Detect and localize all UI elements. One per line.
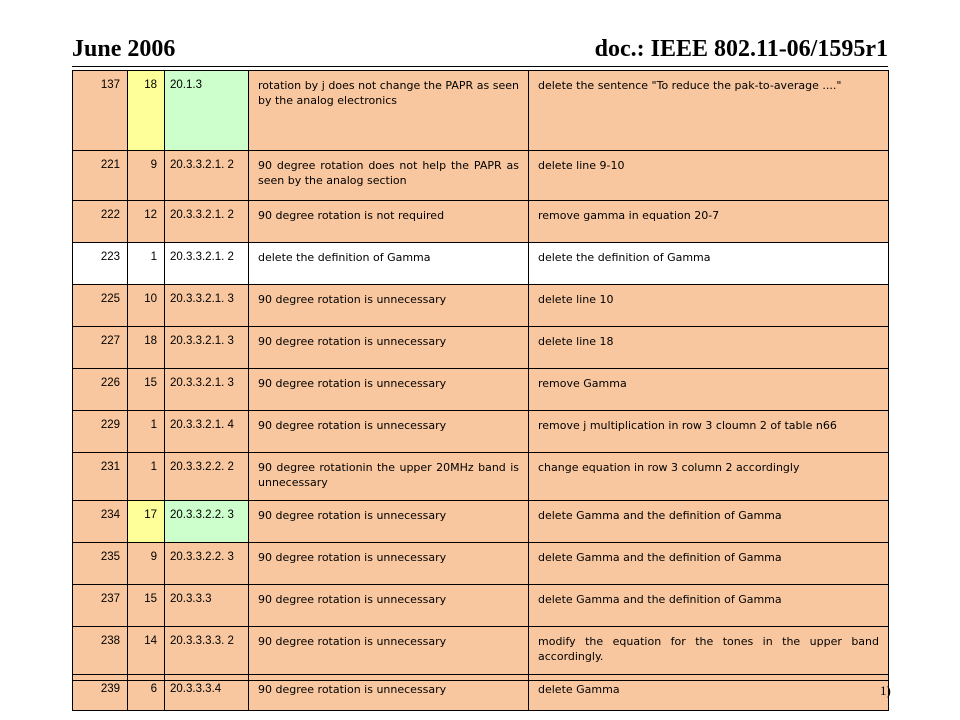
line-number-cell: 12 [128,201,165,243]
table-row [73,201,889,243]
comment-cell: rotation by j does not change the PAPR as seen by the analog electronics [249,71,529,151]
footer-page-fragment: 1) [880,683,891,698]
comment-id-cell: 229 [73,411,128,453]
clause-cell: 20.3.3.2.1. 2 [165,243,249,285]
table-row [73,327,889,369]
remedy-cell: delete Gamma and the definition of Gamma [529,585,889,627]
table-row [73,369,889,411]
comment-id-cell: 235 [73,543,128,585]
table-row [73,543,889,585]
remedy-cell: remove Gamma [529,369,889,411]
remedy-cell: delete line 18 [529,327,889,369]
line-number-cell: 15 [128,369,165,411]
table-row [73,411,889,453]
comment-cell: 90 degree rotation is unnecessary [249,501,529,543]
line-number-cell: 1 [128,453,165,501]
comment-cell: 90 degree rotation is unnecessary [249,411,529,453]
clause-cell: 20.3.3.2.1. 3 [165,285,249,327]
comment-id-cell: 137 [73,71,128,151]
comment-id-cell: 238 [73,627,128,675]
comment-id-cell: 231 [73,453,128,501]
line-number-cell: 14 [128,627,165,675]
comment-id-cell: 221 [73,151,128,201]
table-row [73,585,889,627]
header-doc-id: doc.: IEEE 802.11-06/1595r1 [594,36,888,62]
remedy-cell: delete the definition of Gamma [529,243,889,285]
table-row [73,151,889,201]
clause-cell: 20.3.3.3.4 [165,675,249,711]
header-date: June 2006 [72,36,176,62]
remedy-cell: delete line 9-10 [529,151,889,201]
line-number-cell: 17 [128,501,165,543]
comment-cell: 90 degree rotation is unnecessary [249,327,529,369]
comment-table [72,70,889,711]
remedy-cell: remove gamma in equation 20-7 [529,201,889,243]
comment-cell: 90 degree rotation is unnecessary [249,369,529,411]
comment-cell: 90 degree rotation does not help the PAPR as seen by the analog section [249,151,529,201]
table-row [73,71,889,151]
line-number-cell: 18 [128,327,165,369]
line-number-cell: 10 [128,285,165,327]
header-rule [72,66,888,67]
comment-id-cell: 222 [73,201,128,243]
remedy-cell: modify the equation for the tones in the upper band accordingly. [529,627,889,675]
comment-cell: 90 degree rotation is unnecessary [249,627,529,675]
comment-cell: delete the definition of Gamma [249,243,529,285]
comment-id-cell: 225 [73,285,128,327]
clause-cell: 20.3.3.2.1. 3 [165,369,249,411]
line-number-cell: 9 [128,543,165,585]
comment-id-cell: 234 [73,501,128,543]
comment-cell: 90 degree rotation is unnecessary [249,543,529,585]
clause-cell: 20.3.3.3 [165,585,249,627]
clause-cell: 20.3.3.2.2. 2 [165,453,249,501]
remedy-cell: delete line 10 [529,285,889,327]
remedy-cell: remove j multiplication in row 3 cloumn 2 of table n66 [529,411,889,453]
clause-cell: 20.3.3.3.3. 2 [165,627,249,675]
comment-cell: 90 degree rotationin the upper 20MHz band is unnecessary [249,453,529,501]
comment-cell: 90 degree rotation is unnecessary [249,285,529,327]
comment-id-cell: 226 [73,369,128,411]
line-number-cell: 18 [128,71,165,151]
comment-id-cell: 223 [73,243,128,285]
table-row [73,627,889,675]
clause-cell: 20.3.3.2.1. 2 [165,151,249,201]
table-row [73,285,889,327]
line-number-cell: 1 [128,243,165,285]
comment-id-cell: 237 [73,585,128,627]
clause-cell: 20.3.3.2.1. 4 [165,411,249,453]
clause-cell: 20.3.3.2.2. 3 [165,543,249,585]
remedy-cell: delete Gamma and the definition of Gamma [529,501,889,543]
clause-cell: 20.3.3.2.1. 2 [165,201,249,243]
comment-id-cell: 239 [73,675,128,711]
remedy-cell: change equation in row 3 column 2 accordingly [529,453,889,501]
line-number-cell: 15 [128,585,165,627]
comment-cell: 90 degree rotation is not required [249,201,529,243]
table-row [73,501,889,543]
comment-id-cell: 227 [73,327,128,369]
clause-cell: 20.3.3.2.1. 3 [165,327,249,369]
line-number-cell: 1 [128,411,165,453]
remedy-cell: delete the sentence "To reduce the pak-to-average ...." [529,71,889,151]
line-number-cell: 6 [128,675,165,711]
footer-rule [72,680,888,681]
remedy-cell: delete Gamma [529,675,889,711]
clause-cell: 20.1.3 [165,71,249,151]
table-row [73,243,889,285]
comment-cell: 90 degree rotation is unnecessary [249,585,529,627]
table-row [73,453,889,501]
remedy-cell: delete Gamma and the definition of Gamma [529,543,889,585]
clause-cell: 20.3.3.2.2. 3 [165,501,249,543]
comment-cell: 90 degree rotation is unnecessary [249,675,529,711]
line-number-cell: 9 [128,151,165,201]
